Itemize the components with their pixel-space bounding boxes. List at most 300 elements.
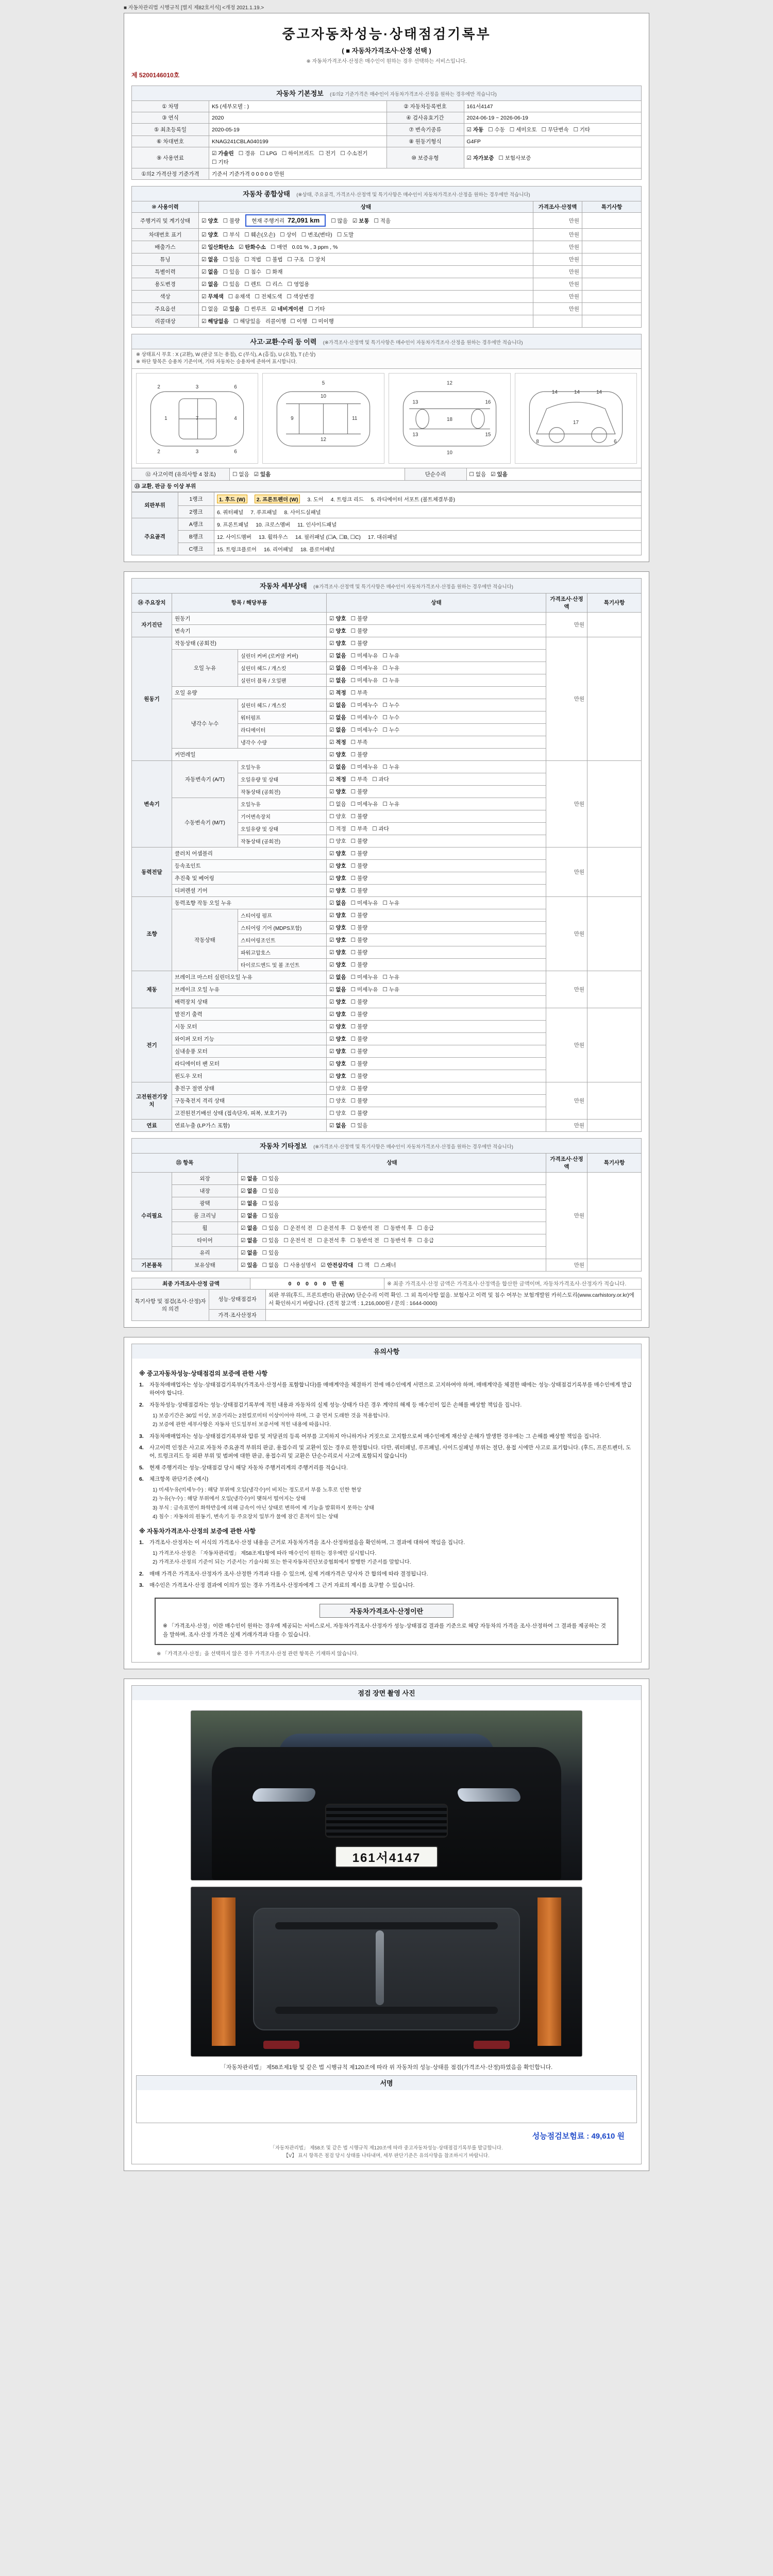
checkbox-option[interactable]: ☑ 없음 — [329, 764, 346, 770]
part-item: 10. 크로스멤버 — [256, 522, 291, 528]
etc-row — [132, 1172, 642, 1184]
usage-label: 주요옵션 — [132, 303, 199, 315]
checkbox-option[interactable]: ☐ 장치 — [309, 257, 326, 263]
checkbox-option[interactable]: ☑ 양호 — [329, 912, 346, 919]
note-cell — [582, 315, 642, 328]
checkbox-option[interactable]: ☐ 불량 — [350, 1048, 368, 1055]
svg-text:7: 7 — [195, 415, 199, 421]
checkbox-option[interactable]: ☑ 있음 — [241, 1262, 258, 1268]
checkbox-option[interactable]: ☑ 양호 — [329, 862, 346, 869]
checkbox-option[interactable]: ☐ 렌트 — [244, 281, 261, 287]
checkbox-option[interactable]: ☐ 불량 — [350, 961, 368, 968]
checkbox-option[interactable]: ☐ 경유 — [238, 150, 256, 157]
etc-header: ⑮ 항목 — [132, 1153, 238, 1172]
checkbox-option[interactable]: ☑ 양호 — [329, 640, 346, 647]
checkbox-option[interactable]: ☐ 적음 — [374, 218, 391, 224]
checkbox-option[interactable]: ☑ 있음 — [491, 471, 508, 478]
device-state — [327, 1107, 546, 1119]
checkbox-option[interactable]: ☐ 미세누유 — [350, 677, 378, 684]
price-cell: 만원 — [533, 266, 582, 278]
checkbox-option[interactable]: ☐ 기타 — [212, 159, 229, 165]
checkbox-option[interactable]: ☐ 부족 — [350, 739, 368, 745]
device-state — [327, 662, 546, 674]
checkbox-option[interactable]: ☑ 없음 — [241, 1249, 258, 1256]
checkbox-option[interactable]: ☐ 있음 — [262, 1200, 279, 1207]
checkbox-option[interactable]: ☐ 미세누수 — [350, 702, 378, 708]
checkbox-option[interactable]: ☐ 누유 — [382, 986, 400, 993]
etc-state — [238, 1222, 546, 1234]
price-cell: 만원 — [533, 291, 582, 303]
checkbox-option[interactable]: ☐ 불량 — [350, 1073, 368, 1079]
checkbox-option[interactable]: ☐ 운전석 후 — [317, 1237, 346, 1244]
checkbox-option[interactable]: ☐ 누유 — [382, 900, 400, 906]
checkbox-option[interactable]: ☐ 없음 — [201, 306, 219, 312]
checkbox-option[interactable]: ☑ 없음 — [201, 281, 219, 287]
checkbox-option[interactable]: ☐ 과다 — [372, 825, 389, 832]
parts-rank: A랭크 — [178, 518, 214, 530]
checkbox-option[interactable]: ☑ 양호 — [329, 961, 346, 968]
checkbox-option[interactable]: ☐ 불량 — [350, 1110, 368, 1116]
device-state — [327, 1094, 546, 1107]
checkbox-option[interactable]: ☑ 없음 — [329, 986, 346, 993]
checkbox-option[interactable]: ☐ 누유 — [382, 801, 400, 807]
price-cell: 만원 — [533, 253, 582, 266]
checkbox-option[interactable]: ☐ 미세누수 — [350, 726, 378, 733]
checkbox-option[interactable]: ☑ 있음 — [223, 306, 240, 312]
checkbox-option[interactable]: ☑ 양호 — [329, 788, 346, 795]
section-detail-header — [131, 578, 642, 593]
checkbox-option[interactable]: ☐ 누수 — [382, 726, 400, 733]
checkbox-option[interactable]: ☑ 양호 — [329, 1036, 346, 1042]
checkbox-option[interactable]: ☑ 없음 — [201, 269, 219, 275]
notice-item — [139, 1381, 634, 1398]
checkbox-option[interactable]: ☐ 부족 — [350, 825, 368, 832]
final-price-note: ※ 최종 가격조사·산정 금액은 가격조사·산정액을 합산한 금액이며, 자동차가격조사·산정자가 적습니다. — [384, 1278, 642, 1289]
checkbox-option[interactable]: ☑ 양호 — [329, 924, 346, 931]
accident-history-label: ⑫ 사고이력 (유의사항 4 참조) — [132, 468, 230, 480]
checkbox-option[interactable]: ☐ 동반석 전 — [350, 1237, 379, 1244]
basic-label: ⑤ 최초등록일 — [132, 124, 209, 136]
checkbox-option[interactable]: ☑ 양호 — [329, 1048, 346, 1055]
checkbox-option[interactable]: ☐ 있음 — [350, 1122, 368, 1129]
checkbox-option[interactable]: ☑ 없음 — [329, 714, 346, 721]
detail-header: 가격조사·산정액 — [546, 593, 587, 612]
checkbox-option[interactable]: ☐ 불량 — [350, 887, 368, 894]
checkbox-option[interactable]: ☐ 불량 — [350, 1011, 368, 1018]
etc-item: 유리 — [172, 1246, 238, 1259]
checkbox-option[interactable]: ☐ 응급 — [417, 1237, 434, 1244]
checkbox-option[interactable]: ☑ 없음 — [241, 1175, 258, 1182]
rear-axle — [275, 2007, 498, 2014]
svg-text:10: 10 — [321, 393, 326, 399]
lift-arm-right — [537, 1897, 561, 2046]
device-item: 수동변속기 (M/T) — [172, 798, 238, 847]
checkbox-option[interactable]: ☑ 없음 — [241, 1237, 258, 1244]
basic-value: K5 (세부모델 : ) — [209, 101, 387, 112]
device-item: 연료누출 (LP가스 포함) — [172, 1119, 327, 1131]
checkbox-option[interactable]: ☑ 양호 — [329, 949, 346, 956]
checkbox-option[interactable]: ☑ 해당없음 — [201, 318, 229, 325]
checkbox-option[interactable]: ☑ 탄화수소 — [239, 244, 266, 250]
tail-light-left — [263, 2041, 299, 2049]
checkbox-option[interactable]: ☐ 보험사보증 — [498, 155, 531, 161]
checkbox-option[interactable]: ☐ 누유 — [382, 974, 400, 980]
checkbox-option[interactable]: ☐ 미세누유 — [350, 974, 378, 980]
checkbox-option[interactable]: ☑ 안전삼각대 — [321, 1262, 354, 1268]
checkbox-option[interactable]: ☐ 불량 — [350, 628, 368, 634]
checkbox-option[interactable]: ☐ 동반석 후 — [383, 1237, 413, 1244]
checkbox-option[interactable]: ☑ 없음 — [329, 652, 346, 659]
checkbox-option[interactable]: ☐ 있음 — [262, 1225, 279, 1231]
checkbox-option[interactable]: ☐ 운전석 전 — [283, 1225, 313, 1231]
checkbox-option[interactable]: ☐ 화재 — [265, 269, 283, 275]
part-item: 4. 트렁크 리드 — [330, 497, 364, 503]
etc-header: 특기사항 — [587, 1153, 642, 1172]
checkbox-option[interactable]: ☑ 없음 — [329, 702, 346, 708]
lift-arm-left — [212, 1897, 236, 2046]
price-cell: 만원 — [546, 1259, 587, 1271]
parts-rank: 1랭크 — [178, 492, 214, 505]
checkbox-option[interactable]: ☐ 전기 — [318, 150, 336, 157]
price-cell: 만원 — [546, 1119, 587, 1131]
checkbox-option[interactable]: ☐ 누유 — [382, 677, 400, 684]
checkbox-option[interactable]: ☐ 누수 — [382, 702, 400, 708]
checkbox-option[interactable]: ☐ 불량 — [350, 949, 368, 956]
checkbox-option[interactable]: ☑ 무채색 — [201, 294, 224, 300]
checkbox-option[interactable]: ☐ 이행 — [290, 318, 308, 325]
checkbox-option[interactable]: ☐ 적정 — [329, 825, 346, 832]
definition-footnote: ※ 「가격조사·산정」을 선택하지 않은 경우 가격조사·산정 관련 항목은 기재하지 않습니다. — [157, 1651, 359, 1657]
checkbox-option[interactable]: ☐ 미세누유 — [350, 801, 378, 807]
checkbox-option[interactable]: ☐ 없음 — [469, 471, 486, 478]
checkbox-option[interactable]: ☑ 보통 — [352, 218, 369, 224]
exchange-parts-table — [131, 492, 642, 555]
checkbox-option[interactable]: ☐ 매연 — [270, 244, 288, 250]
checkbox-option[interactable]: ☑ 양호 — [329, 998, 346, 1005]
checkbox-option[interactable]: ☐ 양호 — [329, 838, 346, 844]
section-basic-header — [131, 86, 642, 100]
checkbox-option[interactable]: ☑ 없음 — [329, 1122, 346, 1129]
checkbox-option[interactable]: ☑ 없음 — [241, 1212, 258, 1219]
usage-row — [132, 253, 642, 266]
checkbox-option[interactable]: ☐ 색상변경 — [287, 294, 314, 300]
etc-header: 가격조사·산정액 — [546, 1153, 587, 1172]
price-appraisal-definition-box — [155, 1598, 618, 1645]
checkbox-option[interactable]: ☑ 없음 — [329, 677, 346, 684]
checkbox-option[interactable]: ☐ 침수 — [244, 269, 261, 275]
opinion-table — [131, 1289, 642, 1321]
checkbox-option[interactable]: ☐ 누유 — [382, 652, 400, 659]
device-state — [327, 785, 546, 798]
checkbox-option[interactable]: ☐ 운전석 전 — [283, 1237, 313, 1244]
checkbox-option[interactable]: ☐ 있음 — [262, 1212, 279, 1219]
etc-item: 외장 — [172, 1172, 238, 1184]
checkbox-option[interactable]: ☐ 미세누수 — [350, 714, 378, 721]
checkbox-option[interactable]: ☐ 있음 — [262, 1249, 279, 1256]
checkbox-option[interactable]: ☑ 적정 — [329, 739, 346, 745]
checkbox-option[interactable]: ☐ 리스 — [265, 281, 283, 287]
opinion-section-label: 특기사항 및 점검(조사·산정)자의 의견 — [132, 1289, 209, 1321]
basic-label: ⑩ 보증유형 — [386, 147, 464, 168]
detail-header: 특기사항 — [587, 593, 642, 612]
checkbox-option[interactable]: ☑ 양호 — [329, 751, 346, 758]
checkbox-option[interactable]: ☐ 없음 — [262, 1262, 279, 1268]
detail-row — [132, 896, 642, 909]
device-item: 배력장치 상태 — [172, 995, 327, 1008]
checkbox-option[interactable]: ☐ 불량 — [350, 838, 368, 844]
basic-row — [132, 112, 642, 124]
parts-row — [132, 530, 642, 543]
checkbox-option[interactable]: ☐ 양호 — [329, 1097, 346, 1104]
svg-text:13: 13 — [412, 399, 418, 405]
svg-text:14: 14 — [596, 389, 602, 395]
device-category: 변속기 — [132, 760, 172, 847]
car-headlight-left — [251, 1788, 317, 1802]
checkbox-option[interactable]: ☐ 불량 — [350, 813, 368, 820]
part-item: 9. 프론트패널 — [217, 522, 249, 528]
checkbox-option[interactable]: ☑ 양호 — [329, 1060, 346, 1067]
parts-row — [132, 543, 642, 555]
part-item: 6. 쿼터패널 — [217, 510, 244, 516]
checkbox-option[interactable]: ☑ 양호 — [329, 1023, 346, 1030]
detail-header: ⑭ 주요장치 — [132, 593, 172, 612]
basic-row — [132, 101, 642, 112]
checkbox-option[interactable]: ☐ 수동 — [488, 127, 505, 133]
checkbox-option[interactable]: ☐ 미세누유 — [350, 665, 378, 671]
detail-row — [132, 971, 642, 983]
overall-header: ⑩ 사용이력 — [132, 201, 199, 213]
checkbox-option[interactable]: ☐ 불량 — [350, 937, 368, 943]
device-state — [327, 624, 546, 637]
checkbox-option[interactable]: ☐ 불량 — [350, 998, 368, 1005]
usage-row — [132, 303, 642, 315]
parts-items — [214, 543, 642, 555]
device-subitem: 스티어링 기어 (MDPS포함) — [238, 921, 327, 934]
checkbox-option[interactable]: ☐ 누유 — [382, 665, 400, 671]
detail-row — [132, 1119, 642, 1131]
checkbox-option[interactable]: ☐ 많음 — [331, 218, 348, 224]
device-subitem: 스티어링조인트 — [238, 934, 327, 946]
device-subitem: 워터펌프 — [238, 711, 327, 723]
checkbox-option[interactable]: ☑ 자동 — [466, 127, 484, 133]
checkbox-option[interactable]: ☐ 양호 — [329, 1085, 346, 1092]
checkbox-option[interactable]: ☐ 불량 — [350, 1060, 368, 1067]
checkbox-option[interactable]: ☐ 무단변속 — [541, 127, 569, 133]
section-etc-note: (※가격조사·산정액 및 특기사항은 매수인이 자동차가격조사·산정을 원하는 경우에만 적습니다) — [313, 1144, 513, 1150]
checkbox-option[interactable]: ☐ 응급 — [417, 1225, 434, 1231]
checkbox-option[interactable]: ☐ 불량 — [350, 912, 368, 919]
checkbox-option[interactable]: ☐ 운전석 후 — [317, 1225, 346, 1231]
checkbox-option[interactable]: ☐ 기타 — [308, 306, 325, 312]
checkbox-option[interactable]: ☑ 양호 — [329, 628, 346, 634]
checkbox-option[interactable]: ☐ 세미오토 — [509, 127, 537, 133]
checkbox-option[interactable]: ☐ 과다 — [372, 776, 389, 783]
part-item: 12. 사이드멤버 — [217, 534, 251, 540]
checkbox-option[interactable]: ☐ 동반석 후 — [383, 1225, 413, 1231]
checkbox-option[interactable]: ☐ 부식 — [223, 232, 240, 238]
checkbox-option[interactable]: ☐ 미세누유 — [350, 652, 378, 659]
device-subitem: 파워고압호스 — [238, 946, 327, 958]
part-item: 5. 라디에이터 서포트 (볼트체결부품) — [371, 497, 456, 503]
device-state — [327, 674, 546, 686]
usage-row — [132, 278, 642, 291]
basic-row — [132, 136, 642, 147]
device-state — [327, 971, 546, 983]
checkbox-option[interactable]: ☐ 해당있음 — [233, 318, 261, 325]
checkbox-option[interactable]: ☐ 하이브리드 — [281, 150, 314, 157]
checkbox-option[interactable]: ☑ 양호 — [329, 875, 346, 882]
checkbox-option[interactable]: ☐ 상이 — [280, 232, 297, 238]
checkbox-option[interactable]: ☑ 가솔린 — [212, 150, 234, 157]
checkbox-option[interactable]: ☐ 수소전기 — [340, 150, 368, 157]
note-cell — [587, 1008, 642, 1082]
checkbox-option[interactable]: ☐ 불량 — [350, 850, 368, 857]
checkbox-option[interactable]: ☐ 부족 — [350, 689, 368, 696]
checkbox-option[interactable]: ☐ 훼손(오손) — [244, 232, 276, 238]
photos-header — [131, 1685, 642, 1700]
checkbox-option[interactable]: ☐ 불량 — [350, 1023, 368, 1030]
note-cell — [582, 278, 642, 291]
notice-number: 2. — [139, 1570, 144, 1577]
checkbox-option[interactable]: ☐ 불량 — [350, 862, 368, 869]
device-category: 고전원전기장치 — [132, 1082, 172, 1119]
note-cell — [587, 760, 642, 847]
state-text: 0.01 % , 3 ppm , % — [292, 244, 338, 250]
checkbox-option[interactable]: ☐ 미세누유 — [350, 900, 378, 906]
checkbox-option[interactable]: ☑ 있음 — [254, 471, 271, 478]
notice-item — [139, 1444, 634, 1461]
signature-area — [136, 2090, 637, 2123]
car-diagrams — [131, 368, 642, 468]
checkbox-option[interactable]: ☐ 사용설명서 — [283, 1262, 316, 1268]
checkbox-option[interactable]: ☐ 불량 — [350, 640, 368, 647]
basic-value — [464, 147, 642, 168]
checkbox-option[interactable]: ☑ 자가보증 — [466, 155, 494, 161]
device-item: 와이퍼 모터 기능 — [172, 1032, 327, 1045]
checkbox-option[interactable]: ☐ 있음 — [223, 281, 240, 287]
checkbox-option[interactable]: ☐ 영업용 — [287, 281, 310, 287]
checkbox-option[interactable]: ☐ 불량 — [350, 751, 368, 758]
checkbox-option[interactable]: ☑ 양호 — [329, 850, 346, 857]
car-upper-frame-diagram — [263, 374, 384, 463]
notice-number: 3. — [139, 1433, 144, 1439]
sheet-2 — [124, 571, 649, 1328]
checkbox-option[interactable]: ☐ 없음 — [329, 801, 346, 807]
checkbox-option[interactable]: ☐ 적법 — [244, 257, 261, 263]
checkbox-option[interactable]: ☐ 전체도색 — [255, 294, 282, 300]
checkbox-option[interactable]: ☑ 네비게이션 — [271, 306, 304, 312]
checkbox-option[interactable]: ☐ 불량 — [350, 1097, 368, 1104]
part-item: 13. 휠하우스 — [258, 534, 288, 540]
checkbox-option[interactable]: ☐ 구조 — [287, 257, 305, 263]
checkbox-option[interactable]: ☐ 잭 — [358, 1262, 369, 1268]
checkbox-option[interactable]: ☐ 변조(변타) — [301, 232, 332, 238]
checkbox-option[interactable]: ☐ 미세누유 — [350, 986, 378, 993]
checkbox-option[interactable]: ☑ 양호 — [329, 887, 346, 894]
checkbox-option[interactable]: ☑ 없음 — [329, 974, 346, 980]
checkbox-option[interactable]: ☑ 없음 — [241, 1188, 258, 1194]
checkbox-option[interactable]: ☐ 있음 — [262, 1175, 279, 1182]
opinion-row-inspector — [132, 1289, 642, 1310]
checkbox-option[interactable]: ☐ 불량 — [350, 788, 368, 795]
detail-grid — [131, 593, 642, 1132]
checkbox-option[interactable]: ☐ 불량 — [350, 875, 368, 882]
checkbox-option[interactable]: ☑ 양호 — [329, 615, 346, 622]
checkbox-option[interactable]: ☑ 없음 — [329, 665, 346, 671]
checkbox-option[interactable]: ☐ 있음 — [223, 257, 240, 263]
checkbox-option[interactable]: ☐ 불량 — [223, 218, 240, 224]
checkbox-option[interactable]: ☑ 양호 — [201, 232, 219, 238]
checkbox-option[interactable]: ☐ 불량 — [350, 1085, 368, 1092]
checkbox-option[interactable]: ☑ 없음 — [241, 1225, 258, 1231]
checkbox-option[interactable]: ☑ 일산화탄소 — [201, 244, 234, 250]
checkbox-option[interactable]: ☐ 있음 — [262, 1188, 279, 1194]
checkbox-option[interactable]: ☐ 썬루프 — [244, 306, 267, 312]
device-state — [327, 847, 546, 859]
car-diagram-panel-1 — [136, 373, 258, 464]
checkbox-option[interactable]: ☑ 양호 — [329, 1073, 346, 1079]
checkbox-option[interactable]: ☐ 있음 — [223, 269, 240, 275]
device-state — [327, 958, 546, 971]
checkbox-option[interactable]: ☑ 없음 — [241, 1200, 258, 1207]
checkbox-option[interactable]: ☐ 불량 — [350, 924, 368, 931]
section-basic-note: (①의2 기준가격은 매수인이 자동차가격조사·산정을 원하는 경우에만 적습니다) — [330, 92, 497, 97]
checkbox-option[interactable]: ☐ 부족 — [350, 776, 368, 783]
device-item: 동력조향 작동 오일 누유 — [172, 896, 327, 909]
checkbox-option[interactable]: ☐ 미이행 — [312, 318, 334, 325]
checkbox-option[interactable]: ☐ 누수 — [382, 714, 400, 721]
checkbox-option[interactable]: ☑ 적정 — [329, 689, 346, 696]
checkbox-option[interactable]: ☑ 양호 — [201, 218, 219, 224]
sheet-3 — [124, 1337, 649, 1669]
checkbox-option[interactable]: ☐ 기타 — [573, 127, 591, 133]
parts-items — [214, 505, 642, 518]
checkbox-option[interactable]: ☑ 양호 — [329, 1011, 346, 1018]
checkbox-option[interactable]: ☑ 적정 — [329, 776, 346, 783]
usage-label: 주행거리 및 계기상태 — [132, 213, 199, 229]
device-item: 오일 유량 — [172, 686, 327, 699]
checkbox-option[interactable]: ☑ 없음 — [201, 257, 219, 263]
checkbox-option[interactable]: ☑ 양호 — [329, 937, 346, 943]
basic-info-table — [131, 100, 642, 180]
price-cell: 만원 — [533, 229, 582, 241]
checkbox-option[interactable]: ☐ 도말 — [337, 232, 354, 238]
detail-header-row — [132, 593, 642, 612]
accident-history-state — [230, 468, 405, 480]
checkbox-option[interactable]: ☑ 없음 — [329, 726, 346, 733]
checkbox-option[interactable]: ☐ 불량 — [350, 615, 368, 622]
section-accident-title: 사고·교환·수리 등 이력 — [250, 338, 317, 346]
checkbox-option[interactable]: ☐ 스패너 — [374, 1262, 396, 1268]
checkbox-option[interactable]: ☐ LPG — [260, 150, 277, 157]
svg-text:17: 17 — [573, 419, 579, 426]
checkbox-option[interactable]: ☐ 양호 — [329, 813, 346, 820]
checkbox-option[interactable]: ☐ 미세누유 — [350, 764, 378, 770]
checkbox-option[interactable]: ☐ 불량 — [350, 1036, 368, 1042]
checkbox-option[interactable]: ☐ 없음 — [232, 471, 249, 478]
checkbox-option[interactable]: ☐ 불법 — [265, 257, 283, 263]
checkbox-option[interactable]: ☐ 있음 — [262, 1237, 279, 1244]
checkbox-option[interactable]: ☐ 유채색 — [228, 294, 250, 300]
checkbox-option[interactable]: ☑ 없음 — [329, 900, 346, 906]
price-cell: 만원 — [546, 971, 587, 1008]
overall-header-row — [132, 201, 642, 213]
checkbox-option[interactable]: ☐ 동반석 전 — [350, 1225, 379, 1231]
checkbox-option[interactable]: ☐ 누유 — [382, 764, 400, 770]
etc-state — [238, 1184, 546, 1197]
checkbox-option[interactable]: ☐ 양호 — [329, 1110, 346, 1116]
inspection-photo-underbody — [191, 1887, 582, 2057]
